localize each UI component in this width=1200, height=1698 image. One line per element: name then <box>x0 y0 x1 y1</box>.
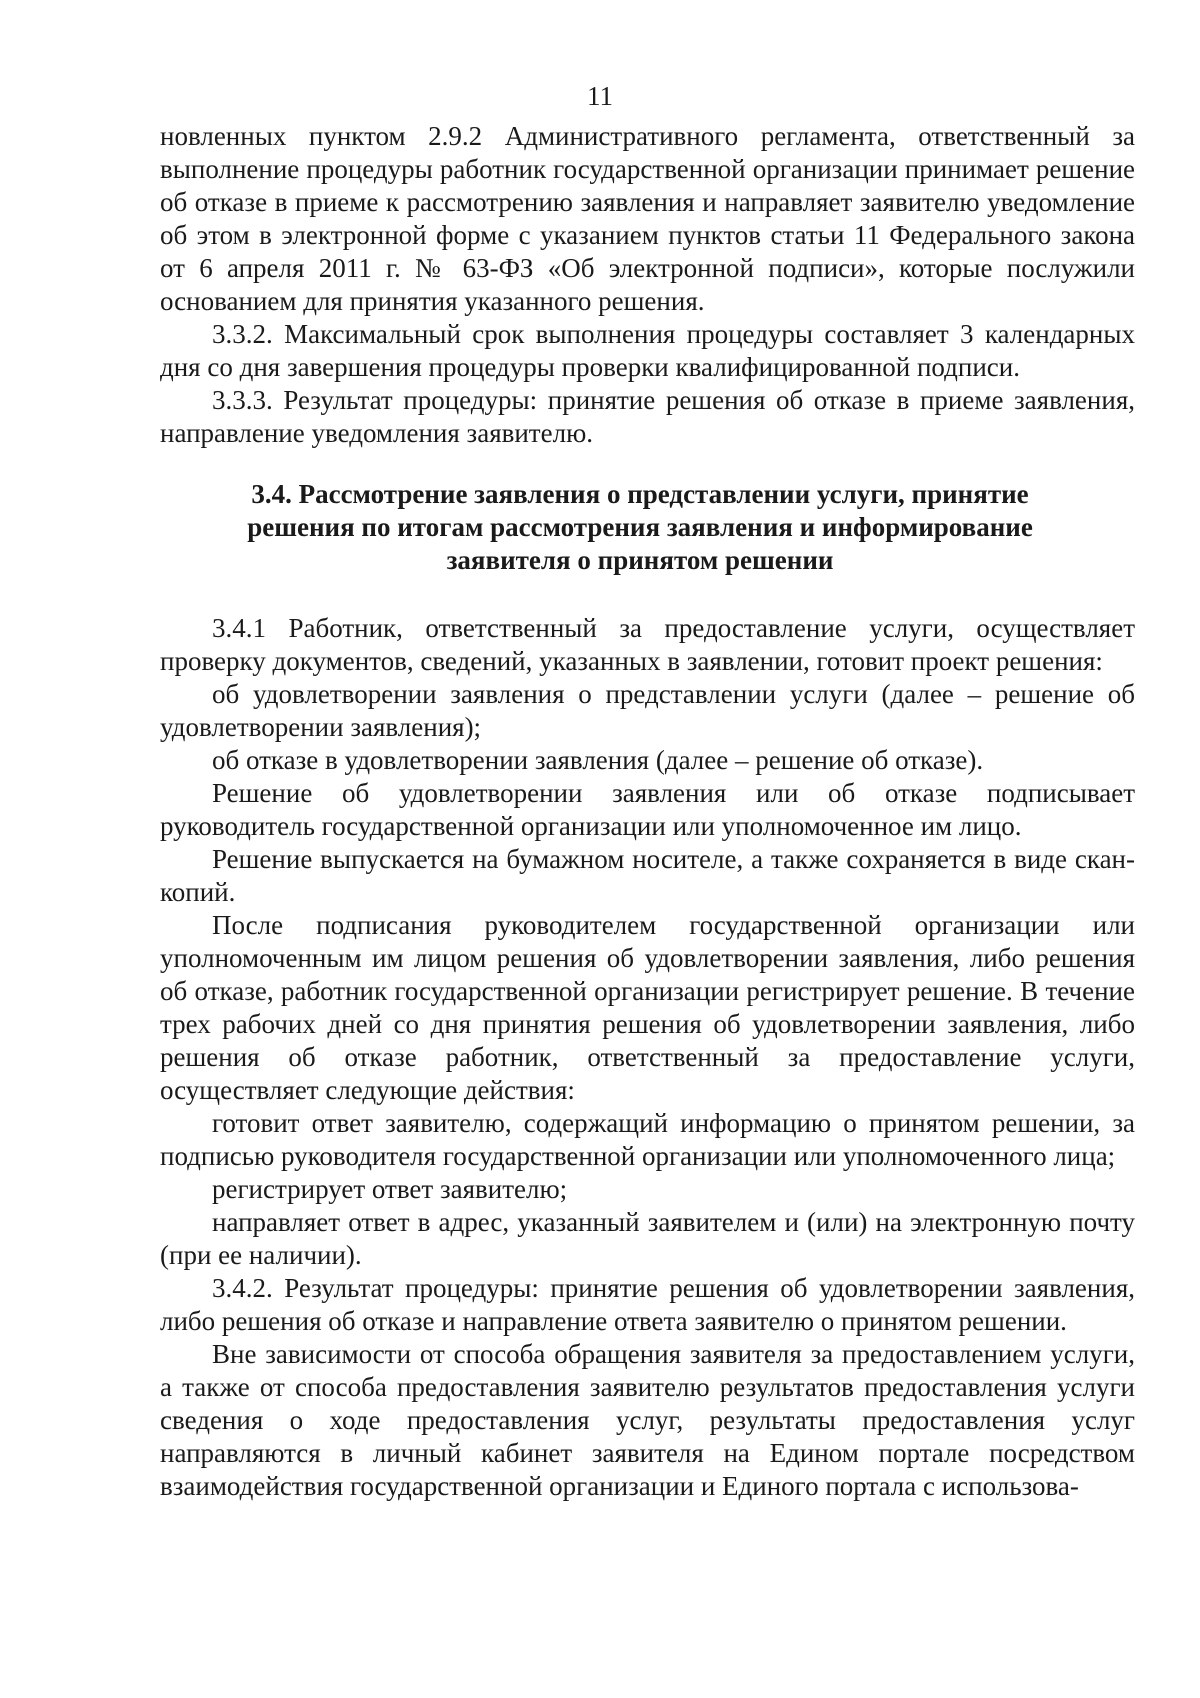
list-item-refusal: об отказе в удовлетворении заявления (далее – решение об отказе). <box>212 745 984 775</box>
heading-line-3: заявителя о принятом решении <box>446 545 834 575</box>
main-text-block <box>160 612 1135 1503</box>
paragraph-signing: Решение об удовлетворении заявления или об отказе подписывает руководитель государственной организации или уполномоченное им лицо. <box>160 778 1135 841</box>
list-item-approval: об удовлетворении заявления о представлении услуги (далее – решение об удовлетворении заявления); <box>160 679 1135 742</box>
action-send-answer: направляет ответ в адрес, указанный заявителем и (или) на электронную почту (при ее наличии). <box>160 1207 1135 1270</box>
paragraph-3-4-1: 3.4.1 Работник, ответственный за предоставление услуги, осуществляет проверку документов, сведений, указанных в заявлении, готовит проект решения: <box>160 613 1135 676</box>
paragraph-3-3-2: 3.3.2. Максимальный срок выполнения процедуры составляет 3 календарных дня со дня завершения процедуры проверки квалифицированной подписи. <box>160 319 1135 382</box>
page-number: 11 <box>587 81 613 111</box>
heading-line-1: 3.4. Рассмотрение заявления о представлении услуги, принятие <box>251 479 1029 509</box>
action-register-answer: регистрирует ответ заявителю; <box>212 1174 568 1204</box>
section-heading-3-4 <box>200 478 1080 577</box>
paragraph-personal-cabinet: Вне зависимости от способа обращения заявителя за предоставлением услуги, а также от способа предоставления заявителю результатов предоставления услуги сведения о ходе предоставления услуг, результаты предоставления услуг направляются в личный кабинет заявителя на Едином портале посредством взаимодействия государственной организации и Единого портала с использова- <box>160 1339 1135 1501</box>
action-prepare-answer: готовит ответ заявителю, содержащий информацию о принятом решении, за подписью руководителя государственной организации или уполномоченного лица; <box>160 1108 1135 1171</box>
paragraph-continuation: новленных пунктом 2.9.2 Административного регламента, ответственный за выполнение процедуры работник государственной организации принимает решение об отказе в приеме к рассмотрению заявления и направляет заявителю уведомление об этом в электронной форме с указанием пунктов статьи 11 Федерального закона от 6 апреля 2011 г. № 63-ФЗ «Об электронной подписи», которые послужили основанием для принятия указанного решения. <box>160 121 1135 316</box>
paragraph-3-4-2: 3.4.2. Результат процедуры: принятие решения об удовлетворении заявления, либо решения об отказе и направление ответа заявителю о принятом решении. <box>160 1273 1135 1336</box>
paragraph-registration: После подписания руководителем государственной организации или уполномоченным им лицом решения об удовлетворении заявления, либо решения об отказе, работник государственной организации регистрирует решение. В течение трех рабочих дней со дня принятия решения об удовлетворении заявления, либо решения об отказе работник, ответственный за предоставление услуги, осуществляет следующие действия: <box>160 910 1135 1105</box>
paragraph-paper-issue: Решение выпускается на бумажном носителе, а также сохраняется в виде скан-копий. <box>160 844 1135 907</box>
top-text-block <box>160 120 1135 450</box>
heading-line-2: решения по итогам рассмотрения заявления и информирование <box>247 512 1033 542</box>
paragraph-3-3-3: 3.3.3. Результат процедуры: принятие решения об отказе в приеме заявления, направление уведомления заявителю. <box>160 385 1135 448</box>
